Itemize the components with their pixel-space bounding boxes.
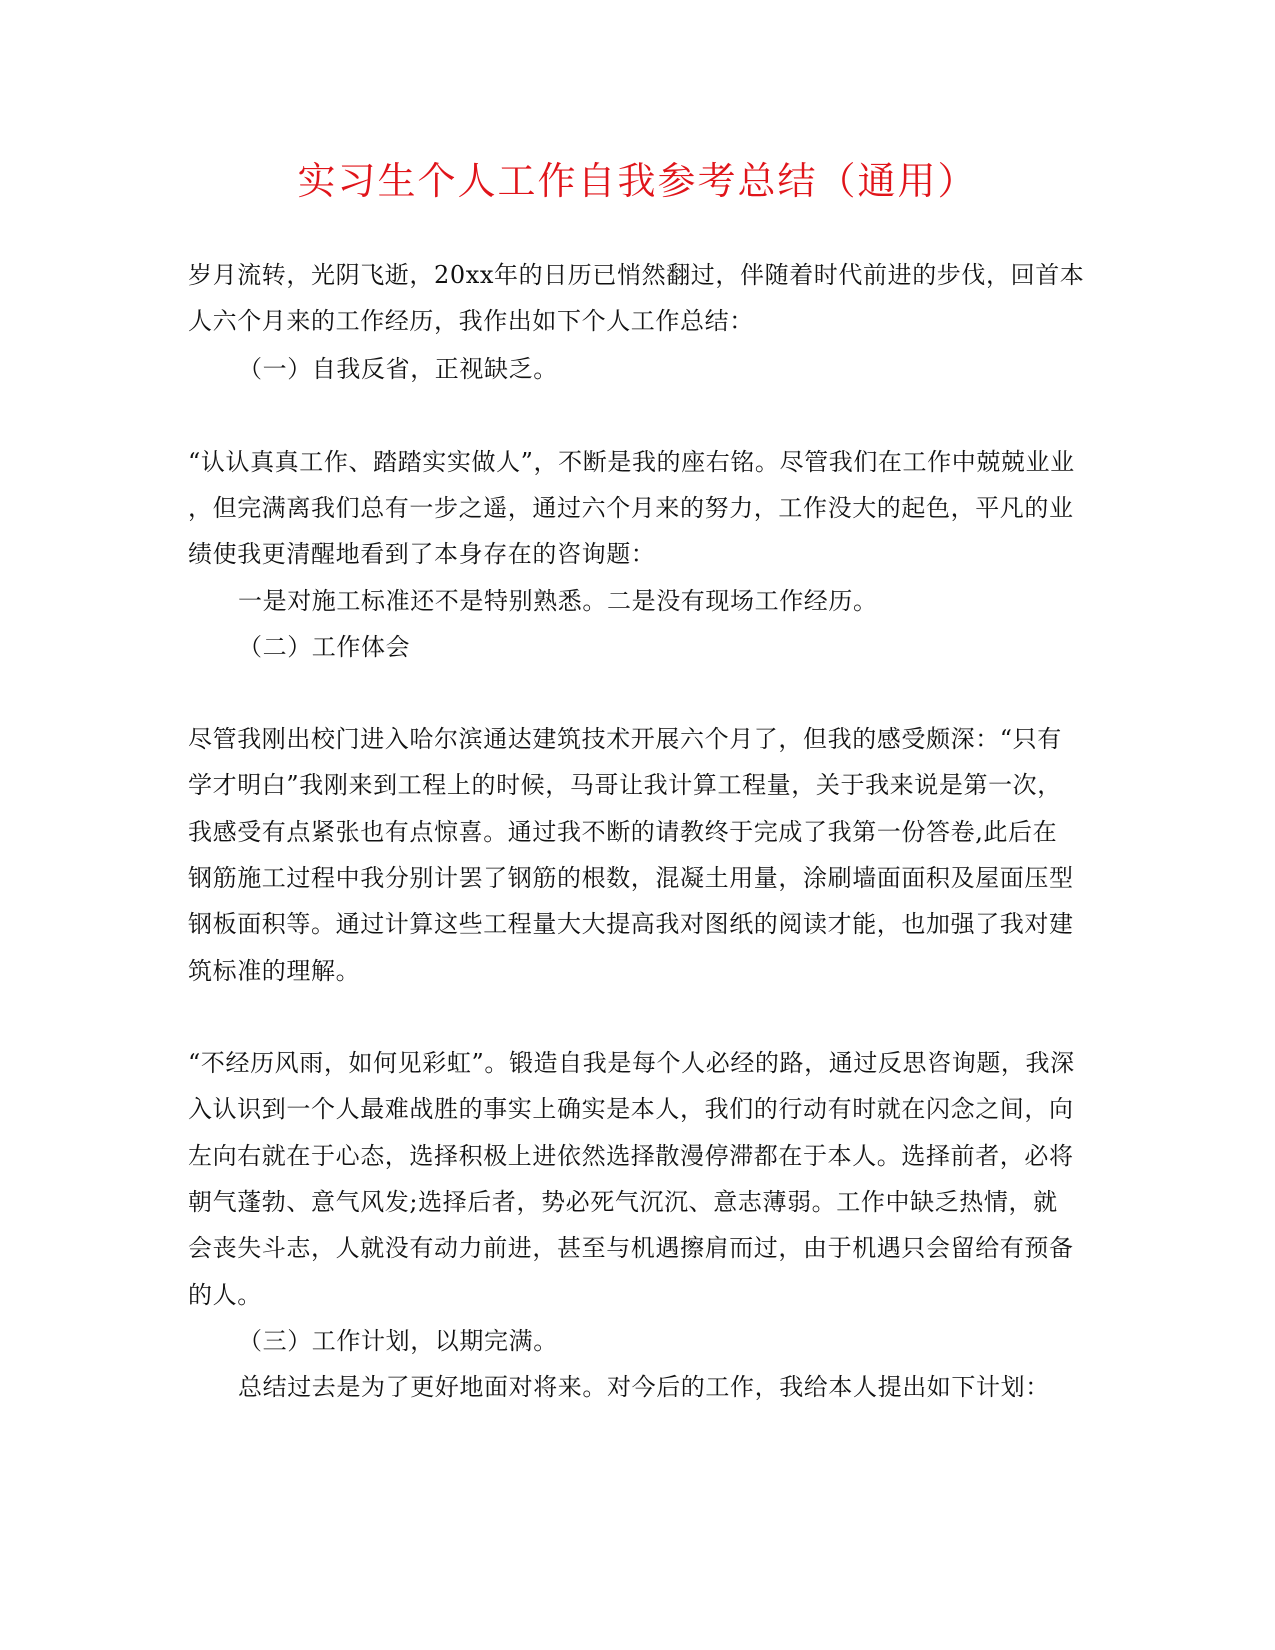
section-heading: （一）自我反省，正视缺乏。 (238, 355, 558, 383)
paragraph-line: “不经历风雨，如何见彩虹”。锻造自我是每个人必经的路，通过反思咨询题，我深 (188, 1049, 1075, 1077)
paragraph-line: 会丧失斗志，人就没有动力前进，甚至与机遇擦肩而过，由于机遇只会留给有预备 (188, 1234, 1074, 1262)
paragraph-line: 岁月流转，光阴飞逝，20xx年的日历已悄然翻过，伴随着时代前进的步伐，回首本 (188, 261, 1085, 289)
section-heading: （二）工作体会 (238, 633, 411, 661)
paragraph-line: 筑标准的理解。 (188, 957, 361, 985)
paragraph-line: 朝气蓬勃、意气风发;选择后者，势必死气沉沉、意志薄弱。工作中缺乏热情，就 (188, 1188, 1058, 1216)
paragraph-line: 总结过去是为了更好地面对将来。对今后的工作，我给本人提出如下计划： (238, 1373, 1050, 1401)
section-heading: （三）工作计划，以期完满。 (238, 1327, 558, 1355)
paragraph-line: 尽管我刚出校门进入哈尔滨通达建筑技术开展六个月了，但我的感受颇深：“只有 (188, 725, 1062, 753)
paragraph-line: 人六个月来的工作经历，我作出如下个人工作总结： (188, 307, 754, 335)
paragraph-line: 钢板面积等。通过计算这些工程量大大提高我对图纸的阅读才能，也加强了我对建 (188, 910, 1074, 938)
paragraph-line: 学才明白”我刚来到工程上的时候，马哥让我计算工程量，关于我来说是第一次， (188, 771, 1062, 799)
paragraph-line: 入认识到一个人最难战胜的事实上确实是本人，我们的行动有时就在闪念之间，向 (188, 1095, 1074, 1123)
paragraph-line: 的人。 (188, 1281, 262, 1309)
paragraph-line: 左向右就在于心态，选择积极上进依然选择散漫停滞都在于本人。选择前者，必将 (188, 1142, 1074, 1170)
paragraph-line: ，但完满离我们总有一步之遥，通过六个月来的努力，工作没大的起色，平凡的业 (188, 494, 1074, 522)
paragraph-line: 钢筋施工过程中我分别计罢了钢筋的根数，混凝土用量，涂刷墙面面积及屋面压型 (188, 864, 1074, 892)
paragraph-line: “认认真真工作、踏踏实实做人”，不断是我的座右铭。尽管我们在工作中兢兢业业 (188, 448, 1075, 476)
paragraph-line: 我感受有点紧张也有点惊喜。通过我不断的请教终于完成了我第一份答卷,此后在 (188, 818, 1058, 846)
document-title: 实习生个人工作自我参考总结（通用） (297, 159, 978, 203)
paragraph-line: 绩使我更清醒地看到了本身存在的咨询题： (188, 540, 656, 568)
paragraph-line: 一是对施工标准还不是特别熟悉。二是没有现场工作经历。 (238, 587, 878, 615)
